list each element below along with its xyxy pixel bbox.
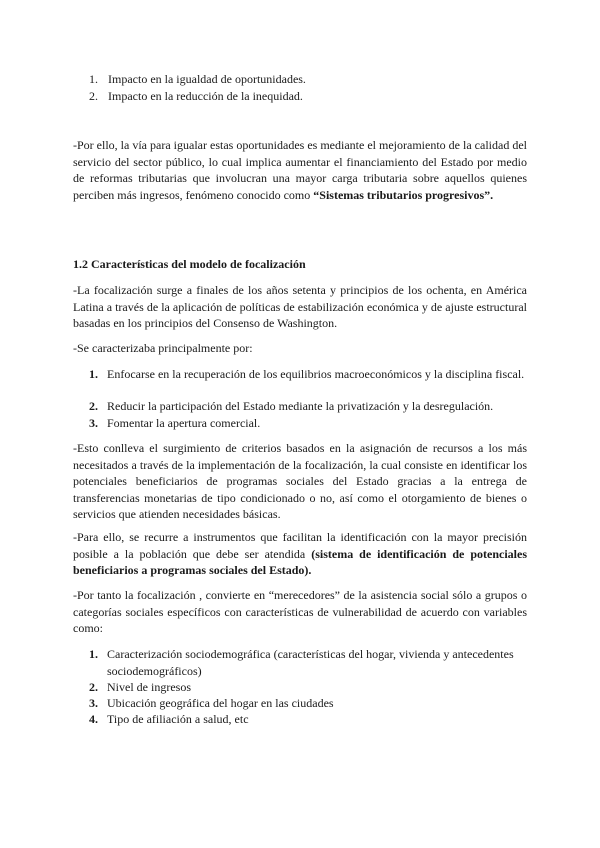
list-text: Enfocarse en la recuperación de los equilibrios macroeconómicos y la disciplina fiscal.	[107, 367, 525, 381]
bold-term: (sistema de identificación de potenciales beneficiarios a programas sociales del Estado).	[73, 546, 527, 577]
list-number: 2.	[89, 89, 98, 103]
paragraph-text: -Para ello, se recurre a instrumentos que facilitan la identificación con la mayor precisión posible a la población que debe ser atendida	[73, 530, 527, 561]
list-number: 1.	[89, 367, 98, 381]
list-text: Ubicación geográfica del hogar en las ciudades	[107, 696, 334, 710]
paragraph	[73, 137, 527, 203]
list-number: 2.	[89, 680, 98, 694]
list-text: Nivel de ingresos	[107, 680, 191, 694]
paragraph: -La focalización surge a finales de los años setenta y principios de los ochenta, en América Latina a través de la aplicación de políticas de estabilización económica y de ajuste estructural basadas en los principios del Consenso de Washington.	[73, 283, 527, 330]
list-text: Impacto en la igualdad de oportunidades.	[108, 72, 306, 86]
list-number: 3.	[89, 696, 98, 710]
list-text: Reducir la participación del Estado mediante la privatización y la desregulación.	[107, 399, 494, 413]
list-number: 2.	[89, 399, 98, 413]
section-heading	[73, 256, 527, 273]
list-text: Caracterización sociodemográfica (características del hogar, vivienda y antecedentes sociodemográficos)	[107, 647, 514, 678]
paragraph: -Esto conlleva el surgimiento de criterios basados en la asignación de recursos a los más necesitados a través de la implementación de la focalización, la cual consiste en identificar los potenciales beneficiarios de programas sociales del Estado gracias a la entrega de transferencias monetarias de tipo condicionado o no, así como el otorgamiento de bienes o servicios que atienden necesidades básicas.	[73, 441, 527, 521]
list-number: 1.	[89, 647, 98, 661]
list-text: Tipo de afiliación a salud, etc	[107, 712, 249, 726]
paragraph: -Se caracterizaba principalmente por:	[73, 341, 253, 355]
list-number: 3.	[89, 416, 98, 430]
bold-term: “Sistemas tributarios progresivos”.	[313, 187, 494, 202]
paragraph-text: -Por ello, la vía para igualar estas oportunidades es mediante el mejoramiento de la calidad del servicio del sector público, lo cual implica aumentar el financiamiento del Estado por medio de reformas tributarias que involucran una mayor carga tributaria sobre aquellos quienes perciben más ingresos, fenómeno conocido como	[73, 138, 527, 202]
list-number: 1.	[89, 72, 98, 86]
list-text: Fomentar la apertura comercial.	[107, 416, 261, 430]
paragraph: -Por tanto la focalización , convierte en “merecedores” de la asistencia social sólo a grupos o categorías sociales específicos con características de vulnerabilidad de acuerdo con variables como:	[73, 588, 527, 635]
list-text: Impacto en la reducción de la inequidad.	[108, 89, 303, 103]
paragraph	[73, 529, 527, 579]
section-heading-text: 1.2 Características del modelo de focalización	[73, 257, 306, 271]
list-number: 4.	[89, 712, 98, 726]
